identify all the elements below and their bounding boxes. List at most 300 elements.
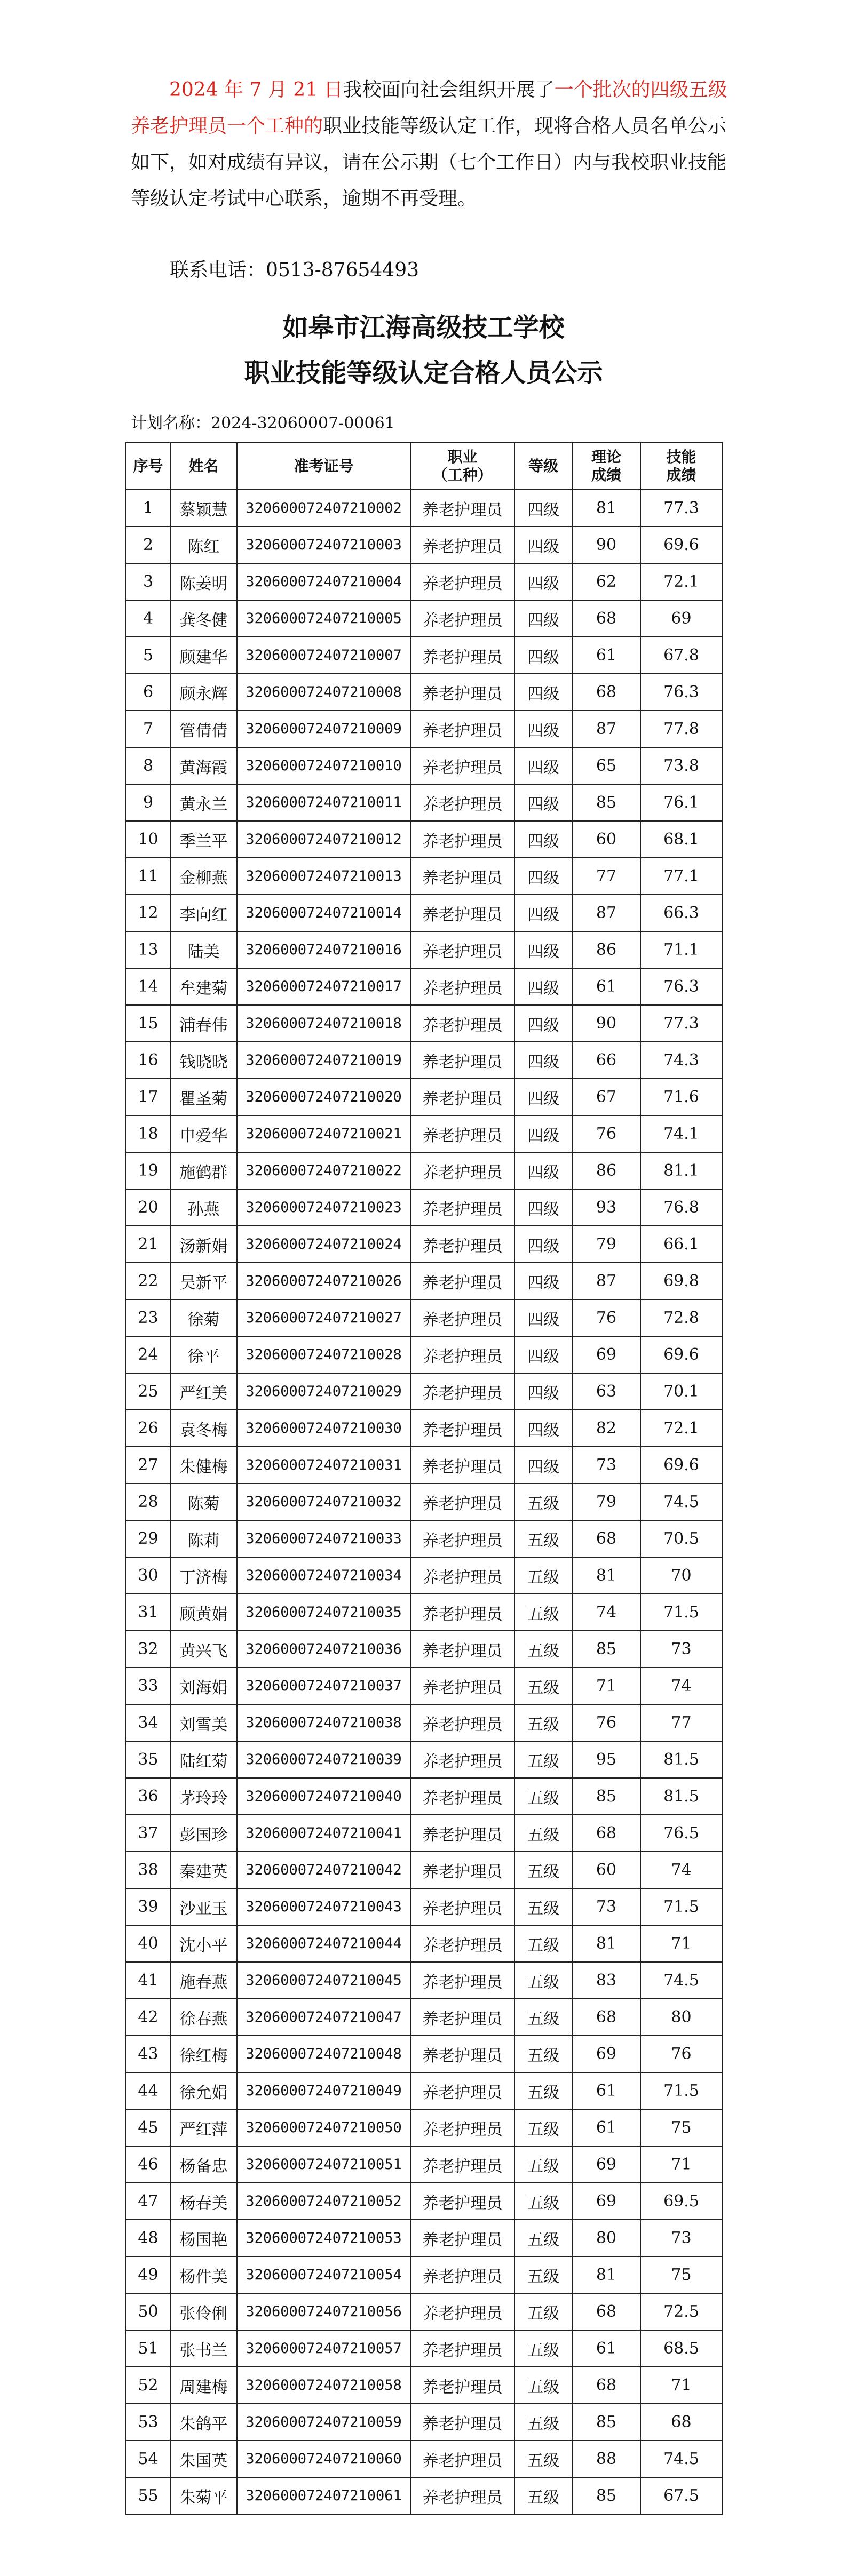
exam-id-cell: 320600072407210039 [237, 1741, 410, 1778]
row-number-cell: 25 [126, 1373, 170, 1410]
document-title: 职业技能等级认定合格人员公示 [244, 358, 603, 388]
theory-score-cell: 86 [572, 1152, 640, 1189]
level-cell: 五级 [514, 1999, 572, 2036]
skill-score-cell: 68.1 [640, 821, 722, 858]
job-cell: 养老护理员 [410, 2330, 514, 2367]
level-cell: 四级 [514, 1005, 572, 1042]
name-cell: 杨件美 [170, 2256, 237, 2293]
table-row [126, 968, 722, 1005]
job-cell: 养老护理员 [410, 821, 514, 858]
level-cell: 四级 [514, 711, 572, 747]
theory-score-cell: 90 [572, 527, 640, 563]
exam-id-cell: 320600072407210036 [237, 1631, 410, 1668]
row-number-cell: 9 [126, 784, 170, 821]
notice-date: 2024 年 7 月 21 日 [169, 79, 343, 101]
skill-score-cell: 77.1 [640, 858, 722, 895]
skill-score-cell: 74.3 [640, 1042, 722, 1079]
name-cell: 蔡颖慧 [170, 490, 237, 527]
skill-score-cell: 71.6 [640, 1079, 722, 1115]
theory-score-cell: 61 [572, 968, 640, 1005]
theory-score-cell: 67 [572, 1079, 640, 1115]
row-number-cell: 14 [126, 968, 170, 1005]
exam-id-cell: 320600072407210023 [237, 1189, 410, 1226]
table-row [126, 1999, 722, 2036]
exam-id-cell: 320600072407210042 [237, 1852, 410, 1888]
level-cell: 五级 [514, 1594, 572, 1631]
table-row [126, 674, 722, 711]
exam-id-cell: 320600072407210016 [237, 931, 410, 968]
job-cell: 养老护理员 [410, 1079, 514, 1115]
job-cell: 养老护理员 [410, 1925, 514, 1962]
table-row [126, 1668, 722, 1704]
theory-score-cell: 80 [572, 2220, 640, 2256]
row-number-cell: 15 [126, 1005, 170, 1042]
level-cell: 四级 [514, 1042, 572, 1079]
skill-score-cell: 81.5 [640, 1778, 722, 1815]
header-job-line2: （工种） [432, 466, 493, 484]
name-cell: 施鹤群 [170, 1152, 237, 1189]
level-cell: 五级 [514, 2109, 572, 2146]
name-cell: 陆红菊 [170, 1741, 237, 1778]
name-cell: 朱健梅 [170, 1447, 237, 1484]
row-number-cell: 17 [126, 1079, 170, 1115]
exam-id-cell: 320600072407210005 [237, 600, 410, 637]
theory-score-cell: 87 [572, 1263, 640, 1299]
header-skill-line2: 成绩 [666, 466, 696, 484]
name-cell: 严红萍 [170, 2109, 237, 2146]
job-cell: 养老护理员 [410, 2072, 514, 2109]
skill-score-cell: 74.5 [640, 1962, 722, 1999]
table-row [126, 1741, 722, 1778]
table-row [126, 490, 722, 527]
job-cell: 养老护理员 [410, 1888, 514, 1925]
name-cell: 龚冬健 [170, 600, 237, 637]
level-cell: 四级 [514, 1226, 572, 1263]
job-cell: 养老护理员 [410, 711, 514, 747]
name-cell: 瞿圣菊 [170, 1079, 237, 1115]
exam-id-cell: 320600072407210049 [237, 2072, 410, 2109]
theory-score-cell: 66 [572, 1042, 640, 1079]
table-row [126, 600, 722, 637]
skill-score-cell: 72.8 [640, 1299, 722, 1336]
level-cell: 四级 [514, 527, 572, 563]
theory-score-cell: 76 [572, 1704, 640, 1741]
level-cell: 四级 [514, 821, 572, 858]
name-cell: 徐平 [170, 1336, 237, 1373]
job-cell: 养老护理员 [410, 2109, 514, 2146]
exam-id-cell: 320600072407210031 [237, 1447, 410, 1484]
skill-score-cell: 80 [640, 1999, 722, 2036]
skill-score-cell: 68 [640, 2404, 722, 2441]
theory-score-cell: 85 [572, 2477, 640, 2514]
level-cell: 四级 [514, 968, 572, 1005]
job-cell: 养老护理员 [410, 1520, 514, 1557]
job-cell: 养老护理员 [410, 1410, 514, 1447]
level-cell: 五级 [514, 1852, 572, 1888]
notice-paragraph [131, 72, 745, 217]
level-cell: 四级 [514, 1373, 572, 1410]
row-number-cell: 21 [126, 1226, 170, 1263]
theory-score-cell: 69 [572, 1336, 640, 1373]
results-table [125, 442, 723, 2515]
table-row [126, 1778, 722, 1815]
level-cell: 四级 [514, 1447, 572, 1484]
row-number-cell: 54 [126, 2441, 170, 2477]
skill-score-cell: 72.5 [640, 2293, 722, 2330]
name-cell: 浦春伟 [170, 1005, 237, 1042]
table-row [126, 2293, 722, 2330]
theory-score-cell: 77 [572, 858, 640, 895]
level-cell: 五级 [514, 1778, 572, 1815]
exam-id-cell: 320600072407210008 [237, 674, 410, 711]
name-cell: 李向红 [170, 895, 237, 931]
theory-score-cell: 86 [572, 931, 640, 968]
theory-score-cell: 85 [572, 2404, 640, 2441]
row-number-cell: 37 [126, 1815, 170, 1852]
exam-id-cell: 320600072407210059 [237, 2404, 410, 2441]
exam-id-cell: 320600072407210027 [237, 1299, 410, 1336]
exam-id-cell: 320600072407210026 [237, 1263, 410, 1299]
level-cell: 五级 [514, 1557, 572, 1594]
school-title: 如皋市江海高级技工学校 [282, 313, 565, 342]
table-row [126, 711, 722, 747]
job-cell: 养老护理员 [410, 784, 514, 821]
name-cell: 顾建华 [170, 637, 237, 674]
exam-id-cell: 320600072407210012 [237, 821, 410, 858]
exam-id-cell: 320600072407210061 [237, 2477, 410, 2514]
theory-score-cell: 93 [572, 1189, 640, 1226]
table-row [126, 2220, 722, 2256]
table-row [126, 1888, 722, 1925]
skill-score-cell: 69.8 [640, 1263, 722, 1299]
table-row [126, 1226, 722, 1263]
exam-id-cell: 320600072407210056 [237, 2293, 410, 2330]
name-cell: 顾永辉 [170, 674, 237, 711]
theory-score-cell: 88 [572, 2441, 640, 2477]
skill-score-cell: 71 [640, 1925, 722, 1962]
row-number-cell: 20 [126, 1189, 170, 1226]
exam-id-cell: 320600072407210058 [237, 2367, 410, 2404]
skill-score-cell: 77.3 [640, 1005, 722, 1042]
exam-id-cell: 320600072407210038 [237, 1704, 410, 1741]
row-number-cell: 7 [126, 711, 170, 747]
level-cell: 四级 [514, 637, 572, 674]
name-cell: 张书兰 [170, 2330, 237, 2367]
job-cell: 养老护理员 [410, 1815, 514, 1852]
theory-score-cell: 60 [572, 821, 640, 858]
row-number-cell: 35 [126, 1741, 170, 1778]
skill-score-cell: 74.5 [640, 2441, 722, 2477]
table-row [126, 1631, 722, 1668]
table-row [126, 1263, 722, 1299]
theory-score-cell: 61 [572, 2072, 640, 2109]
job-cell: 养老护理员 [410, 1999, 514, 2036]
table-row [126, 895, 722, 931]
theory-score-cell: 69 [572, 2146, 640, 2183]
notice-batch-text: 一个批次的四级五级养老护理员一个工种的 [131, 79, 727, 137]
exam-id-cell: 320600072407210010 [237, 747, 410, 784]
table-row [126, 2036, 722, 2072]
level-cell: 五级 [514, 2367, 572, 2404]
row-number-cell: 6 [126, 674, 170, 711]
table-row [126, 1815, 722, 1852]
table-row [126, 2183, 722, 2220]
theory-score-cell: 81 [572, 2256, 640, 2293]
skill-score-cell: 76.8 [640, 1189, 722, 1226]
job-cell: 养老护理员 [410, 858, 514, 895]
row-number-cell: 33 [126, 1668, 170, 1704]
job-cell: 养老护理员 [410, 1484, 514, 1520]
row-number-cell: 30 [126, 1557, 170, 1594]
notice-text-part2: 职业技能等级认定工作，现将合格人员名单公示如下，如对成绩有异议，请在公示期（七个工作日）内与我校职业技能等级认定考试中心联系，逾期不再受理。 [131, 115, 727, 210]
name-cell: 陈菊 [170, 1484, 237, 1520]
table-row [126, 1410, 722, 1447]
theory-score-cell: 61 [572, 637, 640, 674]
job-cell: 养老护理员 [410, 1778, 514, 1815]
row-number-cell: 44 [126, 2072, 170, 2109]
job-cell: 养老护理员 [410, 563, 514, 600]
level-cell: 四级 [514, 490, 572, 527]
theory-score-cell: 68 [572, 1815, 640, 1852]
job-cell: 养老护理员 [410, 490, 514, 527]
table-row [126, 2404, 722, 2441]
job-cell: 养老护理员 [410, 2220, 514, 2256]
header-job [410, 442, 514, 490]
theory-score-cell: 61 [572, 2109, 640, 2146]
table-row [126, 2109, 722, 2146]
level-cell: 五级 [514, 2330, 572, 2367]
row-number-cell: 8 [126, 747, 170, 784]
skill-score-cell: 73 [640, 1631, 722, 1668]
exam-id-cell: 320600072407210020 [237, 1079, 410, 1115]
job-cell: 养老护理员 [410, 931, 514, 968]
name-cell: 朱菊平 [170, 2477, 237, 2514]
name-cell: 顾黄娟 [170, 1594, 237, 1631]
skill-score-cell: 69.6 [640, 527, 722, 563]
skill-score-cell: 71 [640, 2146, 722, 2183]
exam-id-cell: 320600072407210041 [237, 1815, 410, 1852]
level-cell: 五级 [514, 2072, 572, 2109]
skill-score-cell: 71.1 [640, 931, 722, 968]
level-cell: 四级 [514, 1152, 572, 1189]
row-number-cell: 13 [126, 931, 170, 968]
row-number-cell: 16 [126, 1042, 170, 1079]
row-number-cell: 32 [126, 1631, 170, 1668]
exam-id-cell: 320600072407210034 [237, 1557, 410, 1594]
level-cell: 四级 [514, 784, 572, 821]
level-cell: 五级 [514, 2220, 572, 2256]
job-cell: 养老护理员 [410, 1594, 514, 1631]
table-row [126, 1336, 722, 1373]
skill-score-cell: 71.5 [640, 2072, 722, 2109]
table-row [126, 1299, 722, 1336]
level-cell: 五级 [514, 2183, 572, 2220]
theory-score-cell: 68 [572, 1520, 640, 1557]
level-cell: 四级 [514, 1410, 572, 1447]
level-cell: 五级 [514, 1741, 572, 1778]
header-job-line1: 职业 [447, 448, 478, 466]
skill-score-cell: 70.5 [640, 1520, 722, 1557]
skill-score-cell: 77.3 [640, 490, 722, 527]
row-number-cell: 46 [126, 2146, 170, 2183]
table-row [126, 1704, 722, 1741]
exam-id-cell: 320600072407210022 [237, 1152, 410, 1189]
exam-id-cell: 320600072407210040 [237, 1778, 410, 1815]
level-cell: 四级 [514, 1189, 572, 1226]
skill-score-cell: 73.8 [640, 747, 722, 784]
name-cell: 施春燕 [170, 1962, 237, 1999]
theory-score-cell: 95 [572, 1741, 640, 1778]
table-row [126, 1557, 722, 1594]
row-number-cell: 2 [126, 527, 170, 563]
skill-score-cell: 66.1 [640, 1226, 722, 1263]
job-cell: 养老护理员 [410, 895, 514, 931]
table-row [126, 1962, 722, 1999]
skill-score-cell: 67.5 [640, 2477, 722, 2514]
name-cell: 杨春美 [170, 2183, 237, 2220]
row-number-cell: 53 [126, 2404, 170, 2441]
skill-score-cell: 76.3 [640, 674, 722, 711]
row-number-cell: 48 [126, 2220, 170, 2256]
row-number-cell: 47 [126, 2183, 170, 2220]
theory-score-cell: 87 [572, 895, 640, 931]
theory-score-cell: 85 [572, 784, 640, 821]
exam-id-cell: 320600072407210035 [237, 1594, 410, 1631]
name-cell: 刘雪美 [170, 1704, 237, 1741]
name-cell: 杨备忠 [170, 2146, 237, 2183]
theory-score-cell: 68 [572, 2293, 640, 2330]
level-cell: 五级 [514, 1484, 572, 1520]
table-row [126, 1520, 722, 1557]
name-cell: 茅玲玲 [170, 1778, 237, 1815]
job-cell: 养老护理员 [410, 1336, 514, 1373]
level-cell: 五级 [514, 2036, 572, 2072]
name-cell: 吴新平 [170, 1263, 237, 1299]
exam-id-cell: 320600072407210030 [237, 1410, 410, 1447]
skill-score-cell: 76.3 [640, 968, 722, 1005]
row-number-cell: 4 [126, 600, 170, 637]
level-cell: 五级 [514, 1925, 572, 1962]
job-cell: 养老护理员 [410, 2293, 514, 2330]
table-row [126, 1115, 722, 1152]
exam-id-cell: 320600072407210003 [237, 527, 410, 563]
table-row [126, 1189, 722, 1226]
job-cell: 养老护理员 [410, 1115, 514, 1152]
row-number-cell: 38 [126, 1852, 170, 1888]
level-cell: 四级 [514, 1263, 572, 1299]
exam-id-cell: 320600072407210044 [237, 1925, 410, 1962]
name-cell: 刘海娟 [170, 1668, 237, 1704]
job-cell: 养老护理员 [410, 637, 514, 674]
name-cell: 汤新娟 [170, 1226, 237, 1263]
skill-score-cell: 76.5 [640, 1815, 722, 1852]
theory-score-cell: 73 [572, 1888, 640, 1925]
exam-id-cell: 320600072407210004 [237, 563, 410, 600]
exam-id-cell: 320600072407210033 [237, 1520, 410, 1557]
name-cell: 陈莉 [170, 1520, 237, 1557]
level-cell: 四级 [514, 747, 572, 784]
job-cell: 养老护理员 [410, 1152, 514, 1189]
row-number-cell: 22 [126, 1263, 170, 1299]
exam-id-cell: 320600072407210024 [237, 1226, 410, 1263]
table-row [126, 2441, 722, 2477]
row-number-cell: 3 [126, 563, 170, 600]
table-row [126, 527, 722, 563]
row-number-cell: 42 [126, 1999, 170, 2036]
theory-score-cell: 71 [572, 1668, 640, 1704]
skill-score-cell: 81.5 [640, 1741, 722, 1778]
row-number-cell: 36 [126, 1778, 170, 1815]
row-number-cell: 27 [126, 1447, 170, 1484]
row-number-cell: 29 [126, 1520, 170, 1557]
name-cell: 袁冬梅 [170, 1410, 237, 1447]
name-cell: 徐允娟 [170, 2072, 237, 2109]
name-cell: 孙燕 [170, 1189, 237, 1226]
level-cell: 五级 [514, 1520, 572, 1557]
level-cell: 五级 [514, 2293, 572, 2330]
row-number-cell: 39 [126, 1888, 170, 1925]
skill-score-cell: 74 [640, 1852, 722, 1888]
row-number-cell: 18 [126, 1115, 170, 1152]
name-cell: 周建梅 [170, 2367, 237, 2404]
skill-score-cell: 68.5 [640, 2330, 722, 2367]
table-row [126, 2330, 722, 2367]
theory-score-cell: 69 [572, 2183, 640, 2220]
name-cell: 沙亚玉 [170, 1888, 237, 1925]
theory-score-cell: 69 [572, 2036, 640, 2072]
job-cell: 养老护理员 [410, 1447, 514, 1484]
theory-score-cell: 68 [572, 674, 640, 711]
name-cell: 黄兴飞 [170, 1631, 237, 1668]
table-row [126, 1005, 722, 1042]
level-cell: 四级 [514, 1115, 572, 1152]
exam-id-cell: 320600072407210037 [237, 1668, 410, 1704]
header-skill [640, 442, 722, 490]
exam-id-cell: 320600072407210028 [237, 1336, 410, 1373]
theory-score-cell: 82 [572, 1410, 640, 1447]
theory-score-cell: 85 [572, 1778, 640, 1815]
name-cell: 牟建菊 [170, 968, 237, 1005]
skill-score-cell: 71.5 [640, 1888, 722, 1925]
level-cell: 五级 [514, 2146, 572, 2183]
exam-id-cell: 320600072407210060 [237, 2441, 410, 2477]
table-row [126, 747, 722, 784]
name-cell: 黄永兰 [170, 784, 237, 821]
row-number-cell: 31 [126, 1594, 170, 1631]
name-cell: 徐春燕 [170, 1999, 237, 2036]
name-cell: 陆美 [170, 931, 237, 968]
theory-score-cell: 62 [572, 563, 640, 600]
level-cell: 五级 [514, 2477, 572, 2514]
job-cell: 养老护理员 [410, 2477, 514, 2514]
row-number-cell: 24 [126, 1336, 170, 1373]
table-row [126, 931, 722, 968]
header-theory-line1: 理论 [591, 448, 621, 466]
skill-score-cell: 81.1 [640, 1152, 722, 1189]
row-number-cell: 11 [126, 858, 170, 895]
table-row [126, 784, 722, 821]
job-cell: 养老护理员 [410, 2183, 514, 2220]
header-level: 等级 [514, 442, 572, 490]
row-number-cell: 10 [126, 821, 170, 858]
exam-id-cell: 320600072407210048 [237, 2036, 410, 2072]
exam-id-cell: 320600072407210029 [237, 1373, 410, 1410]
job-cell: 养老护理员 [410, 1852, 514, 1888]
theory-score-cell: 83 [572, 1962, 640, 1999]
name-cell: 徐红梅 [170, 2036, 237, 2072]
level-cell: 五级 [514, 2404, 572, 2441]
level-cell: 四级 [514, 858, 572, 895]
